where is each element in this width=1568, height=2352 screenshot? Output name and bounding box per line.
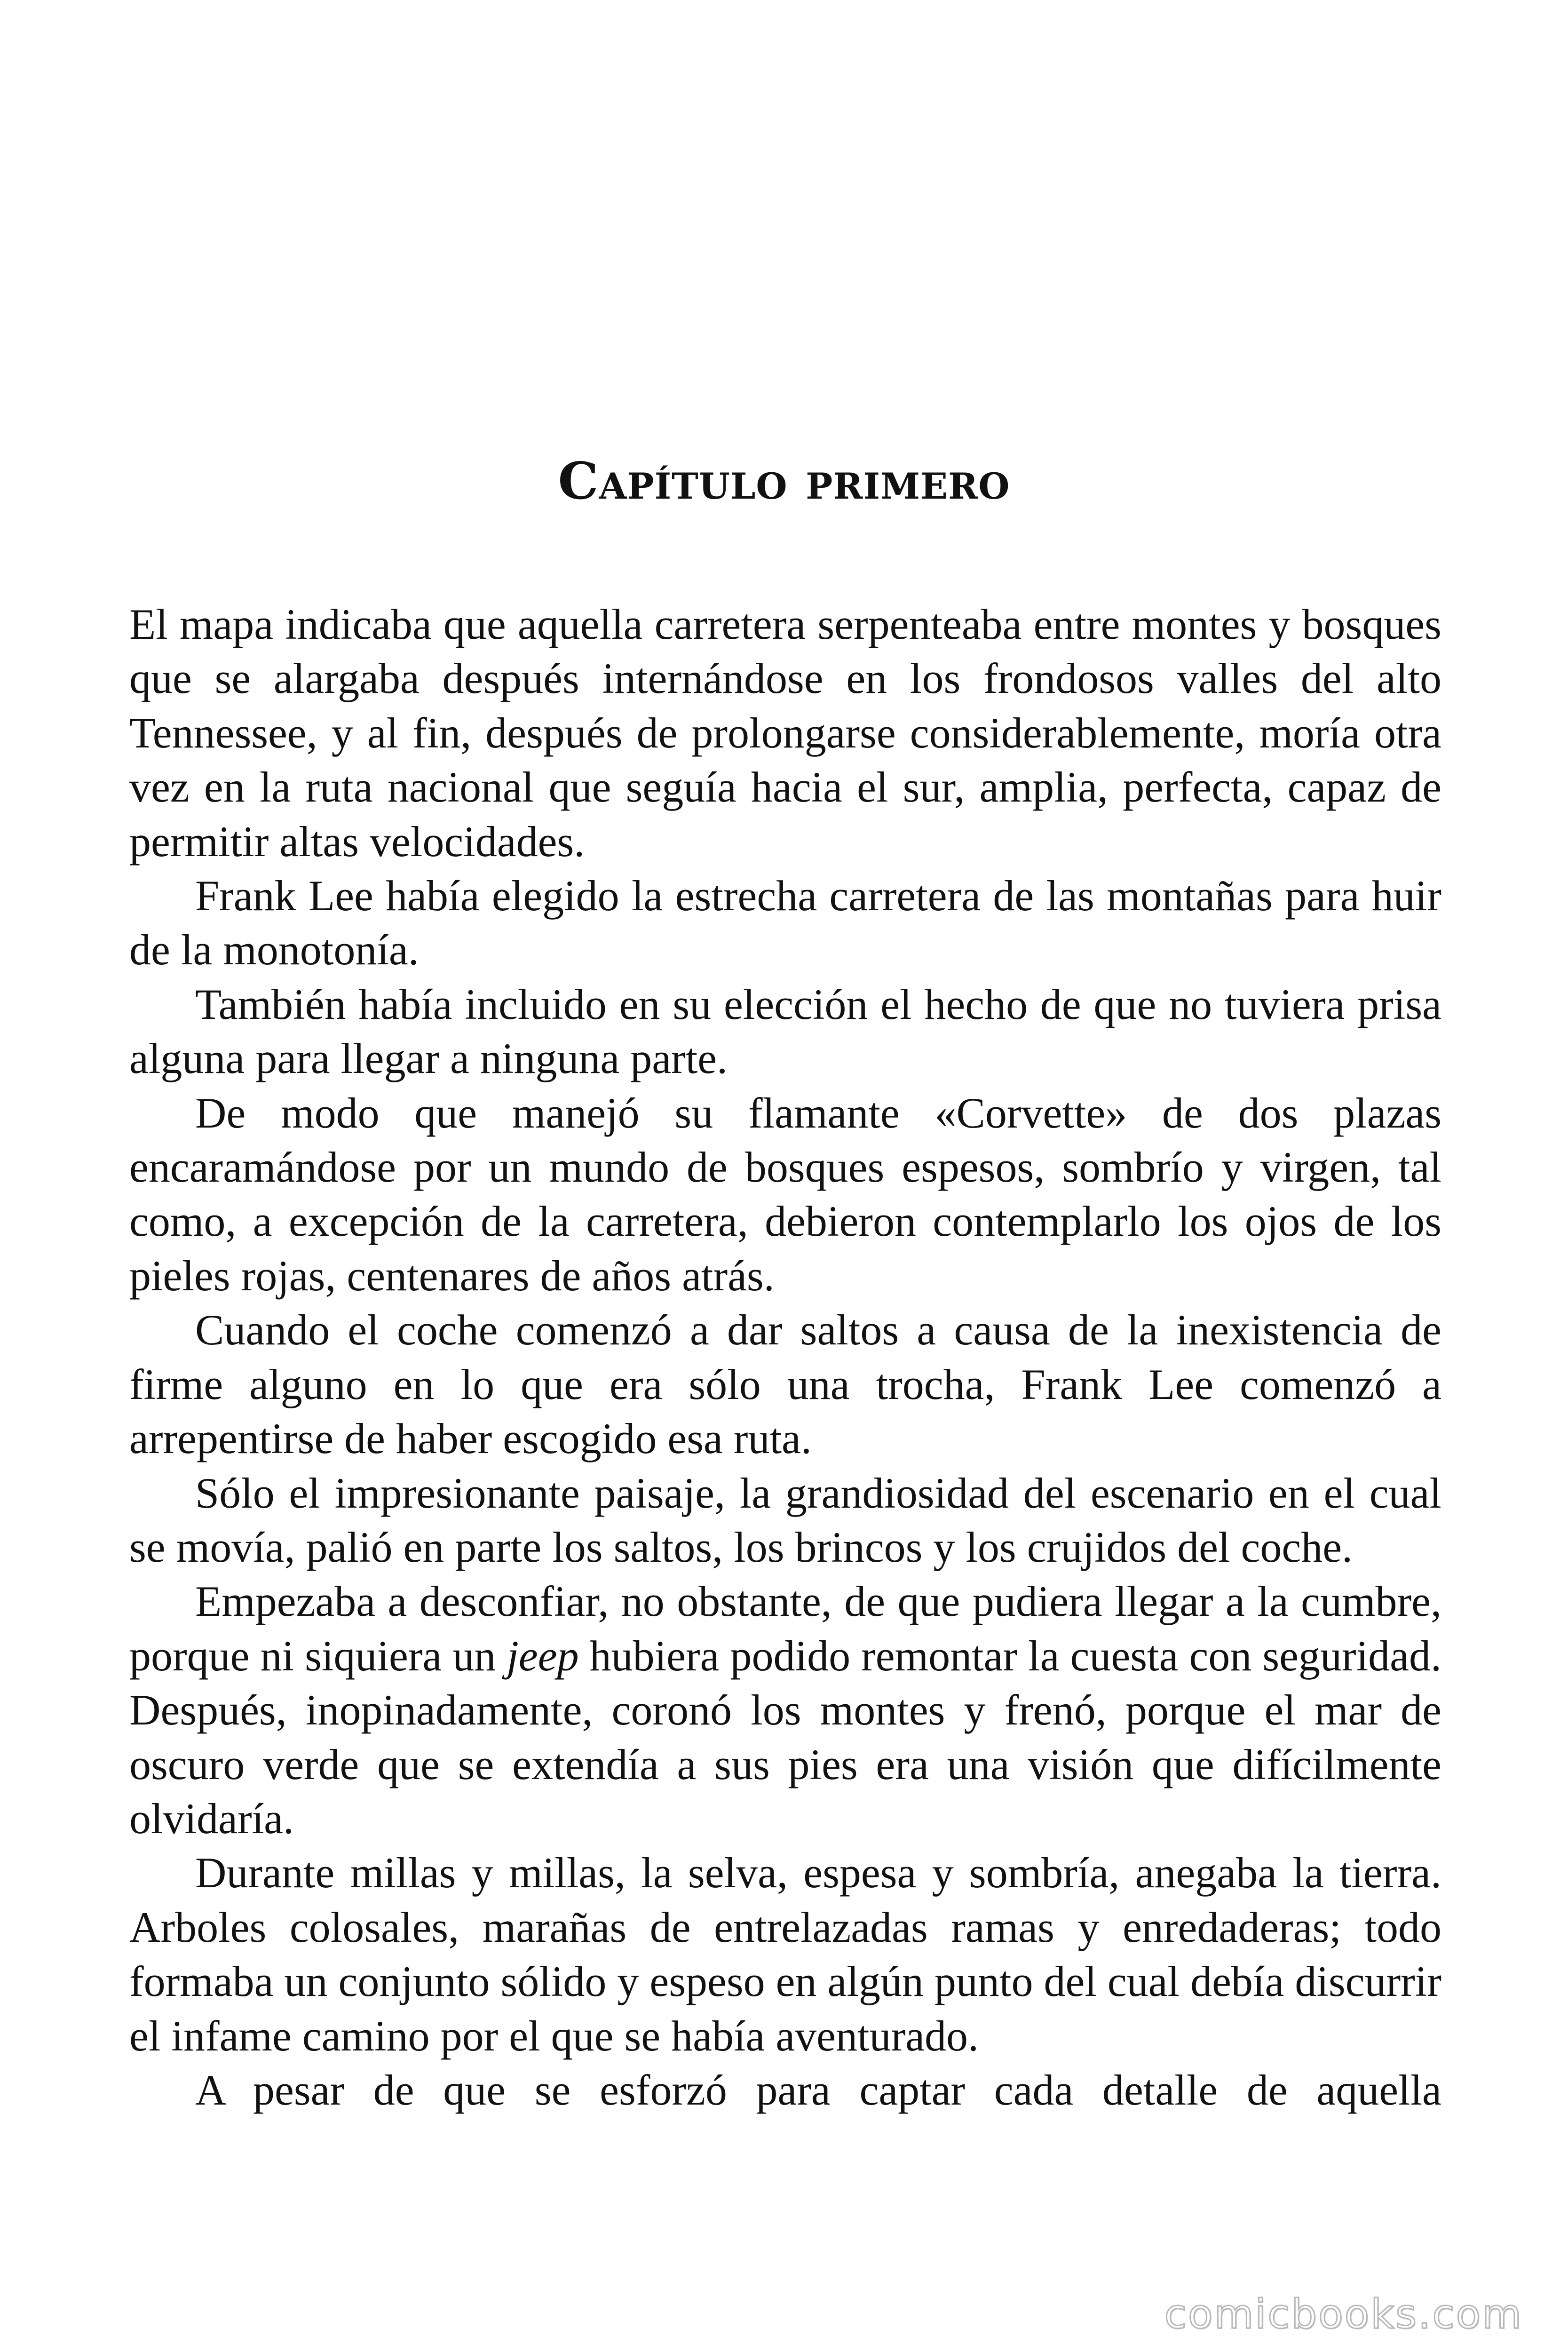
chapter-body [129, 597, 1441, 2117]
paragraph-2: Frank Lee había elegido la estrecha carretera de las montañas para huir de la monotonía. [129, 872, 1441, 974]
paragraph-5: Cuando el coche comenzó a dar saltos a causa de la inexistencia de firme alguno en lo que era sólo una trocha, Frank Lee comenzó a arrepentirse de haber escogido esa ruta. [129, 1306, 1441, 1463]
paragraph-3: También había incluido en su elección el hecho de que no tuviera prisa alguna para llegar a ninguna parte. [129, 980, 1441, 1083]
italic-word-jeep: jeep [507, 1631, 579, 1680]
paragraph-6: Sólo el impresionante paisaje, la grandiosidad del escenario en el cual se movía, palió en parte los saltos, los brincos y los crujidos del coche. [129, 1469, 1441, 1571]
watermark-logo: comicbooks.com [1164, 2291, 1523, 2338]
paragraph-4: De modo que manejó su flamante «Corvette» de dos plazas encaramándose por un mundo de bosques espesos, sombrío y virgen, tal como, a excepción de la carretera, debieron contemplarlo los ojos de los pieles rojas, centenares de años atrás. [129, 1089, 1441, 1300]
paragraph-8: Durante millas y millas, la selva, espesa y sombría, anegaba la tierra. Arboles colosales, marañas de entrelazadas ramas y enredaderas; todo formaba un conjunto sólido y espeso en algún punto del cual debía discurrir el infame camino por el que se había aventurado. [129, 1849, 1441, 2060]
paragraph-7 [129, 1574, 1441, 1846]
paragraph-1: El mapa indicaba que aquella carretera serpenteaba entre montes y bosques que se alargaba después internándose en los frondosos valles del alto Tennessee, y al fin, después de prolongarse considerablemente, moría otra vez en la ruta nacional que seguía hacia el sur, amplia, perfecta, capaz de permitir altas velocidades. [129, 600, 1441, 866]
paragraph-9: A pesar de que se esforzó para captar cada detalle de aquella [195, 2066, 1441, 2114]
paragraph-7-text-after: hubiera podido remontar la cuesta con seguridad. Después, inopinadamente, coronó los montes y frenó, porque el mar de oscuro verde que se extendía a sus pies era una visión que difícilmente olvidaría. [129, 1631, 1442, 1843]
paragraph-7-text-before: Empezaba a desconfiar, no obstante, de que pudiera llegar a la cumbre, porque ni siquiera un [129, 1577, 1441, 1680]
chapter-title: Capítulo primero [558, 452, 1010, 511]
